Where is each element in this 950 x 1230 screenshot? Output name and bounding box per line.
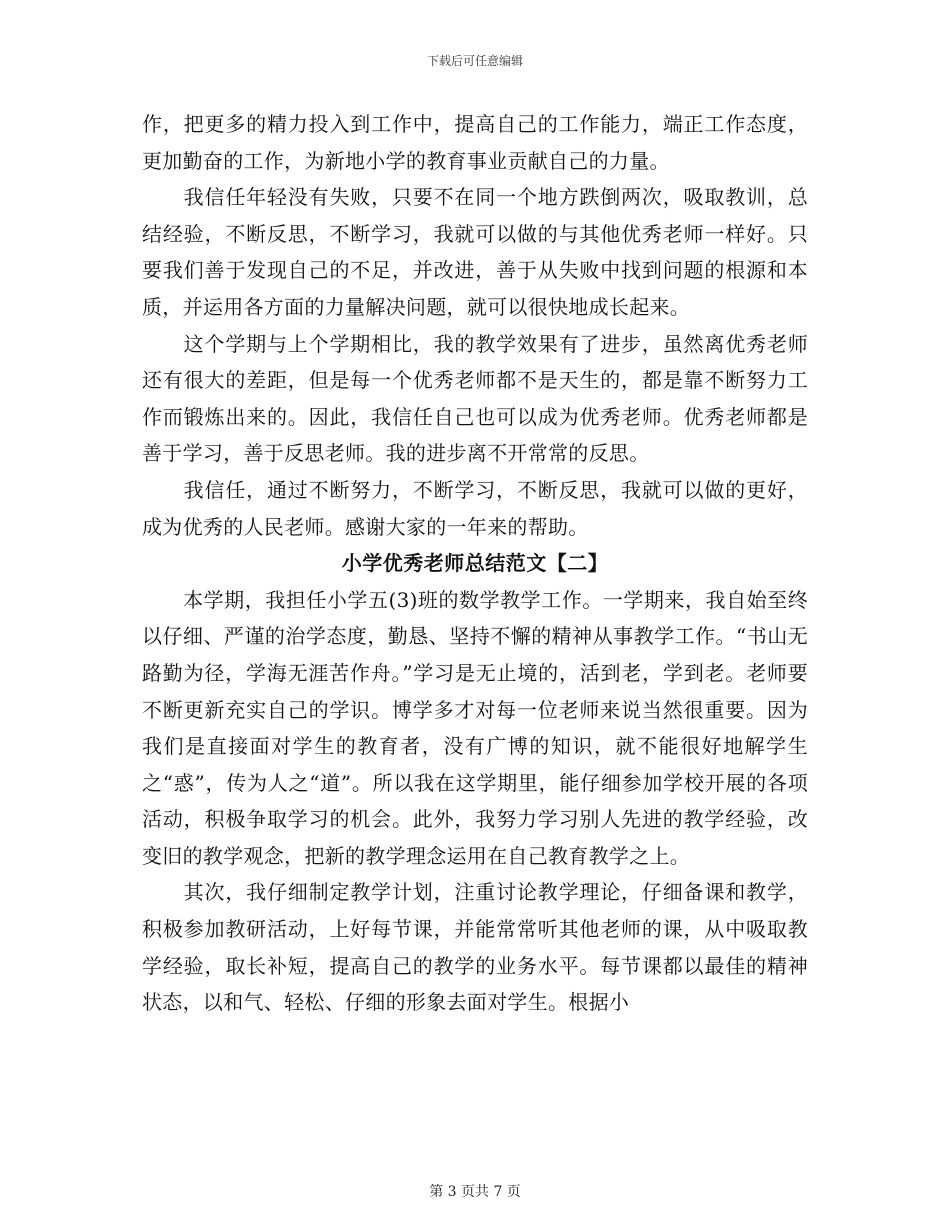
- paragraph: 本学期，我担任小学五(3)班的数学教学工作。一学期来，我自始至终以仔细、严谨的治学态度，勤恳、坚持不懈的精神从事教学工作。“书山无路勤为径，学海无涯苦作舟。”学习是无止境的，活到老，学到老。老师要不断更新充实自己的学识。博学多才对每一位老师来说当然很重要。因为我们是直接面对学生的教育者，没有广博的知识，就不能很好地解学生之“惑”，传为人之“道”。所以我在这学期里，能仔细参加学校开展的各项活动，积极争取学习的机会。此外，我努力学习别人先进的教学经验，改变旧的教学观念，把新的教学理念运用在自己教育教学之上。: [142, 587, 808, 868]
- paragraph: 这个学期与上个学期相比，我的教学效果有了进步，虽然离优秀老师还有很大的差距，但是每一个优秀老师都不是天生的，都是靠不断努力工作而锻炼出来的。因此，我信任自己也可以成为优秀老师。优秀老师都是善于学习，善于反思老师。我的进步离不开常常的反思。: [142, 331, 808, 466]
- paragraph: 作，把更多的精力投入到工作中，提高自己的工作能力，端正工作态度，更加勤奋的工作，为新地小学的教育事业贡献自己的力量。: [142, 112, 808, 173]
- section-title: 小学优秀老师总结范文【二】: [341, 551, 609, 576]
- paragraph: 其次，我仔细制定教学计划，注重讨论教学理论，仔细备课和教学，积极参加教研活动，上好每节课，并能常常听其他老师的课，从中吸取教学经验，取长补短，提高自己的教学的业务水平。每节课都以最佳的精神状态，以和气、轻松、仔细的形象去面对学生。根据小: [142, 880, 808, 1015]
- document-body: [142, 106, 808, 1021]
- page-header: 下载后可任意编辑: [426, 54, 523, 68]
- page-footer: 第 3 页共 7 页: [429, 1184, 521, 1200]
- paragraph: 我信任年轻没有失败，只要不在同一个地方跌倒两次，吸取教训，总结经验，不断反思，不断学习，我就可以做的与其他优秀老师一样好。只要我们善于发现自己的不足，并改进，善于从失败中找到问题的根源和本质，并运用各方面的力量解决问题，就可以很快地成长起来。: [142, 185, 808, 319]
- paragraph: 我信任，通过不断努力，不断学习，不断反思，我就可以做的更好，成为优秀的人民老师。感谢大家的一年来的帮助。: [142, 477, 808, 539]
